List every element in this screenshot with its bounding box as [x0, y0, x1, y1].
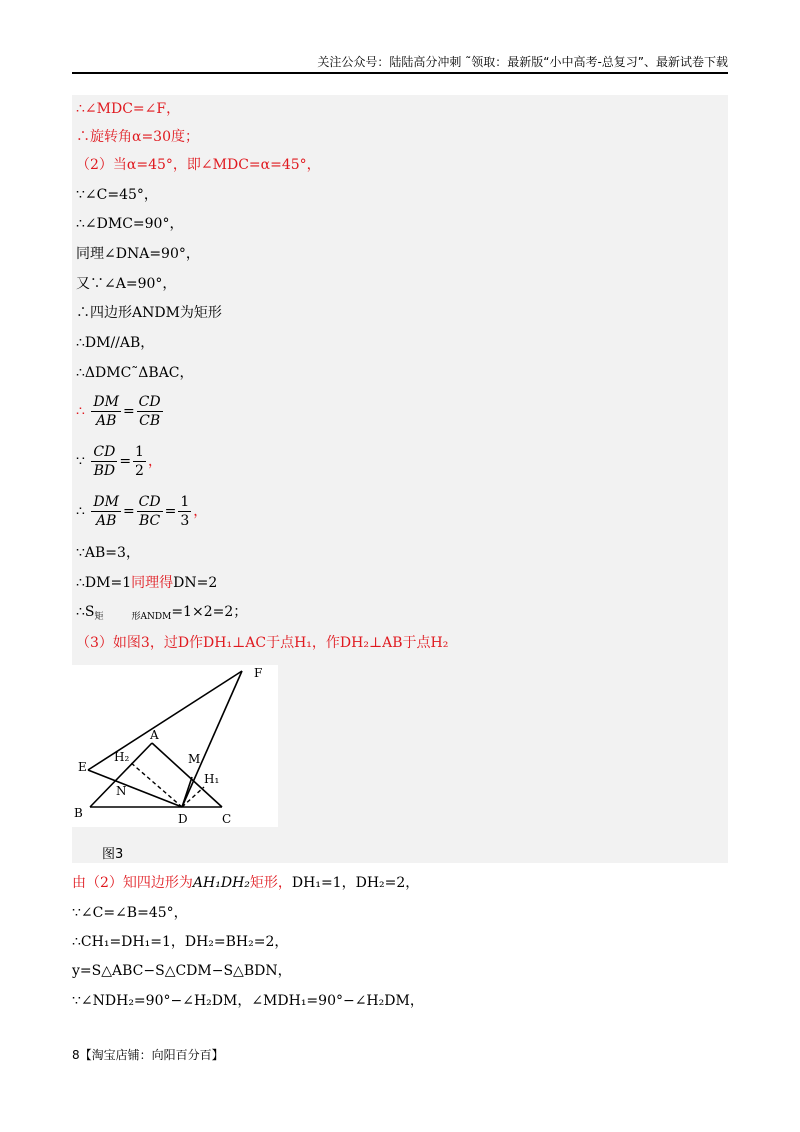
proportion-line: [76, 493, 207, 530]
fraction: [133, 443, 146, 480]
numerator: DM: [93, 394, 119, 410]
solution-line: [72, 873, 419, 893]
numerator: CD: [138, 494, 161, 510]
label-h1: H₁: [204, 772, 220, 786]
subscript: 形ANDM: [131, 612, 172, 622]
solution-line: ∴旋转角α=30度；: [76, 129, 199, 145]
solution-line: ∵∠NDH₂=90°−∠H₂DM，∠MDH₁=90°−∠H₂DM，: [72, 993, 424, 1009]
solution-line: ∴ΔDMC˜ΔBAC，: [76, 365, 194, 381]
numerator: 1: [135, 444, 144, 460]
therefore-symbol: ∴: [76, 403, 85, 420]
segment-dh2: [130, 762, 182, 807]
fraction: [137, 393, 163, 430]
solution-line: （3）如图3，过D作DH₁⊥AC于点H₁，作DH₂⊥AB于点H₂: [76, 635, 449, 651]
numerator: DM: [93, 494, 119, 510]
text: =1×2=2；: [171, 604, 248, 620]
solution-line: 同理∠DNA=90°，: [76, 246, 200, 262]
label-b: B: [74, 806, 83, 820]
solution-line: ∴CH₁=DH₁=1，DH₂=BH₂=2，: [72, 934, 289, 950]
solution-line: ∴DM//AB，: [76, 335, 155, 351]
fraction: [178, 493, 191, 530]
solution-line: 又∵∠A=90°，: [76, 276, 177, 292]
solution-line: （2）当α=45°，即∠MDC=α=45°，: [76, 157, 321, 173]
solution-line: ∵∠C=∠B=45°，: [72, 905, 188, 921]
therefore-symbol: ∴: [76, 503, 85, 520]
numerator: CD: [93, 444, 116, 460]
solution-content: [72, 95, 728, 863]
text: ∴DM=1: [76, 575, 132, 591]
page-header: [72, 52, 728, 74]
equals-sign: =: [164, 503, 177, 520]
numerator: 1: [180, 494, 190, 510]
solution-line: ∴四边形ANDM为矩形: [76, 305, 222, 321]
solution-line: ∴∠MDC=∠F，: [76, 101, 181, 117]
solution-line: ∵∠C=45°，: [76, 187, 158, 203]
solution-line: ∴∠DMC=90°，: [76, 216, 184, 232]
equals-sign: =: [119, 453, 132, 470]
text: AH₁DH₂: [192, 875, 250, 891]
because-symbol: ∵: [76, 453, 85, 470]
label-n: N: [116, 784, 127, 798]
figure-caption: 图3: [102, 847, 124, 862]
label-c: C: [222, 812, 232, 826]
header-text: 关注公众号：陆陆高分冲刺 ˜领取：最新版“小中高考-总复习”、最新试卷下载: [317, 55, 728, 69]
equals-sign: =: [122, 503, 135, 520]
text: 同理得: [131, 575, 174, 591]
comma: ，: [193, 503, 208, 520]
fraction: [91, 443, 117, 480]
label-h2: H₂: [114, 750, 130, 764]
denominator: BC: [139, 513, 161, 529]
text: DH₁=1，DH₂=2，: [291, 875, 420, 891]
fraction: [91, 393, 121, 430]
denominator: AB: [95, 413, 117, 429]
label-d: D: [178, 812, 188, 826]
denominator: 2: [135, 463, 144, 479]
geometry-figure: [72, 665, 278, 827]
solution-line: [76, 602, 247, 627]
comma: ，: [147, 453, 162, 470]
denominator: 3: [180, 513, 190, 529]
solution-line: ∵AB=3，: [76, 545, 140, 561]
denominator: AB: [95, 513, 117, 529]
page-footer: 8【淘宝店铺：向阳百分百】: [72, 1048, 224, 1062]
label-m: M: [188, 752, 201, 766]
text: ∴S: [76, 604, 95, 620]
text: 矩形，: [249, 875, 292, 891]
solution-line: [76, 573, 217, 593]
denominator: CB: [139, 413, 161, 429]
solution-line: y=S△ABC−S△CDM−S△BDN，: [72, 963, 292, 979]
equals-sign: =: [122, 403, 135, 420]
fraction: [91, 493, 121, 530]
proportion-line: [76, 393, 165, 430]
denominator: BD: [93, 463, 116, 479]
geometry-diagram: [72, 665, 278, 827]
label-e: E: [78, 760, 87, 774]
segment-dm: [182, 777, 192, 807]
label-f: F: [254, 666, 263, 680]
proportion-line: [76, 443, 162, 480]
label-a: A: [150, 728, 159, 742]
text: DN=2: [173, 575, 218, 591]
segment-fd: [182, 671, 242, 807]
segment-ed: [88, 770, 182, 807]
fraction: [137, 493, 163, 530]
numerator: CD: [138, 394, 161, 410]
text: 由（2）知四边形为: [72, 875, 193, 891]
subscript: 矩: [94, 612, 104, 622]
